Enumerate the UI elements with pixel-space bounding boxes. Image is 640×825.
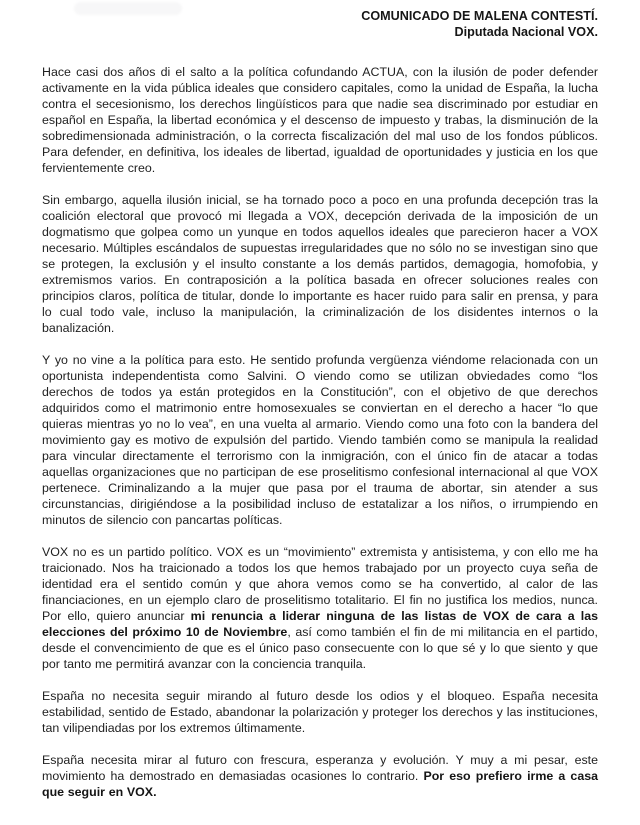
paragraph-text: , así como también el fin de mi militancia en el partido, desde el convencimiento de que es el único paso consecuente con lo que sé y lo que siento y que por tanto me permitirá avanzar con la conciencia tranquila. <box>42 625 598 671</box>
paragraph <box>42 192 598 336</box>
paragraph <box>42 544 598 672</box>
header-title: COMUNICADO DE MALENA CONTESTÍ. <box>361 9 598 23</box>
paragraph-text: Sin embargo, aquella ilusión inicial, se ha tornado poco a poco en una profunda decepción tras la coalición electoral que provocó mi llegada a VOX, decepción derivada de la imposición de un dogmatismo que golpea como un yunque en todos aquellos ideales que parecieron hacer a VOX necesario. Múltiples escándalos de supuestas irregularidades que no sólo no se investigan sino que se protegen, la exclusión y el insulto constante a los demás partidos, demagogia, homofobia, y extremismos varios. En contraposición a la política basada en ofrecer soluciones reales con principios claros, política de titular, donde lo importante es hacer ruido para salir en prensa, y para lo cual todo vale, incluso la manipulación, la criminalización de los disidentes internos o la banalización. <box>42 193 598 335</box>
paragraph-bold-text: Por eso prefiero irme a casa que seguir en VOX. <box>42 769 598 799</box>
erased-logo-area <box>74 2 182 15</box>
paragraph-bold-text: mi renuncia a liderar ninguna de las listas de VOX de cara a las elecciones del próximo 10 de Noviembre <box>42 609 598 639</box>
header-subtitle: Diputada Nacional VOX. <box>454 25 598 39</box>
paragraph <box>42 64 598 176</box>
paragraph-text: Hace casi dos años di el salto a la política cofundando ACTUA, con la ilusión de poder defender activamente en la vida pública ideales que considero capitales, como la unidad de España, la lucha contra el secesionismo, los derechos lingüísticos para que nadie sea discriminado por estudiar en español en España, la libertad económica y el descenso de impuesto y trabas, la disminución de la sobredimensionada administración, o la correcta fiscalización del mal uso de los fondos públicos. Para defender, en definitiva, los ideales de libertad, igualdad de oportunidades y justicia en los que fervientemente creo. <box>42 65 598 175</box>
paragraph <box>42 688 598 736</box>
paragraph-text: España no necesita seguir mirando al futuro desde los odios y el bloqueo. España necesita estabilidad, sentido de Estado, abandonar la polarización y proteger los derechos y las instituciones, tan vilipendiadas por los extremos últimamente. <box>42 689 598 735</box>
document-body <box>42 64 598 800</box>
paragraph <box>42 352 598 528</box>
paragraph <box>42 752 598 800</box>
paragraph-text: España necesita mirar al futuro con frescura, esperanza y evolución. Y muy a mi pesar, este movimiento ha demostrado en demasiadas ocasiones lo contrario. <box>42 753 598 783</box>
paragraph-text: VOX no es un partido político. VOX es un “movimiento” extremista y antisistema, y con ello me ha traicionado. Nos ha traicionado a todos los que hemos trabajado por un proyecto cuya seña de identidad era el sentido común y que ahora vemos como se ha convertido, al calor de las financiaciones, en un ejemplo claro de proselitismo totalitario. El fin no justifica los medios, nunca. Por ello, quiero anunciar <box>42 545 598 623</box>
paragraph-text: Y yo no vine a la política para esto. He sentido profunda vergüenza viéndome relacionada con un oportunista independentista como Salvini. O viendo como se utilizan obviedades como “los derechos de todos ya están protegidos en la Constitución”, con el objetivo de que derechos adquiridos como el matrimonio entre homosexuales se conviertan en el derecho a hacer “lo que quieras mientras yo no lo vea”, en una vuelta al armario. Viendo como una foto con la bandera del movimiento gay es motivo de expulsión del partido. Viendo también como se manipula la realidad para vincular directamente el terrorismo con la inmigración, con el único fin de atacar a todas aquellas organizaciones que no participan de ese proselitismo confesional internacional al que VOX pertenece. Criminalizando a la mujer que pasa por el trauma de abortar, sin atender a sus circunstancias, dirigiéndose a la posibilidad incluso de estatalizar a los niños, o irrumpiendo en minutos de silencio con pancartas políticas. <box>42 353 598 527</box>
